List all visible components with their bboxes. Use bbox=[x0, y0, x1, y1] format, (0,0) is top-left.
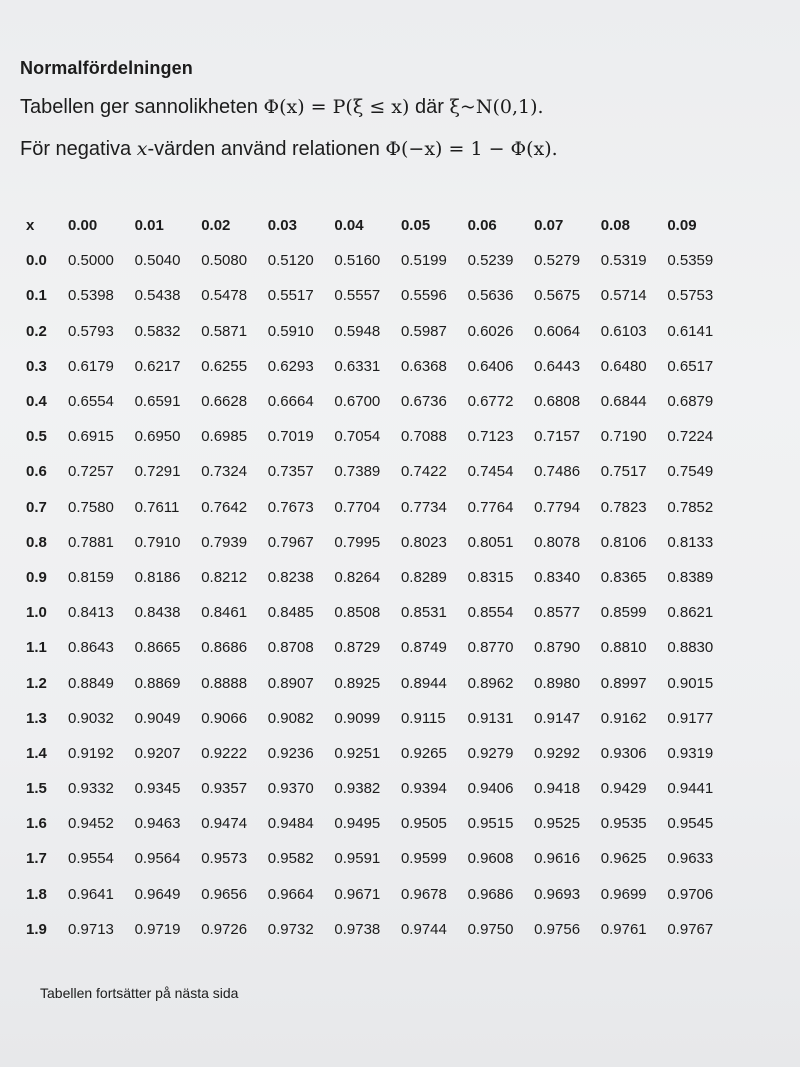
table-cell: 0.7257 bbox=[68, 463, 114, 481]
table-cell: 0.8389 bbox=[667, 568, 714, 586]
table-cell: 0.9656 bbox=[201, 885, 248, 903]
table-cell: 0.9319 bbox=[667, 744, 714, 762]
table-cell: 0.5871 bbox=[201, 322, 248, 340]
table-cell: 0.9332 bbox=[68, 780, 114, 798]
table-cell: 0.6950 bbox=[134, 428, 181, 446]
table-row bbox=[26, 454, 734, 489]
table-cell: 0.6844 bbox=[600, 393, 647, 411]
table-cell: 0.7486 bbox=[534, 463, 581, 481]
table-cell: 0.7517 bbox=[600, 463, 647, 481]
formula-phi-definition: Φ(x) = P(ξ ≤ x) bbox=[263, 96, 410, 118]
table-cell: 0.7157 bbox=[534, 428, 581, 446]
table-cell: 0.8665 bbox=[134, 639, 181, 657]
table-row bbox=[26, 419, 734, 454]
formula-symmetry-relation: Φ(−x) = 1 − Φ(x). bbox=[385, 138, 558, 160]
table-cell: 0.9706 bbox=[667, 885, 714, 903]
table-cell: 0.9515 bbox=[467, 815, 514, 833]
table-cell: 0.7642 bbox=[201, 498, 248, 516]
table-row bbox=[26, 384, 734, 419]
row-header: 1.8 bbox=[26, 885, 47, 903]
table-cell: 0.9429 bbox=[600, 780, 647, 798]
table-cell: 0.6293 bbox=[267, 357, 314, 375]
table-cell: 0.7190 bbox=[600, 428, 647, 446]
table-cell: 0.9719 bbox=[134, 920, 181, 938]
table-cell: 0.5080 bbox=[201, 252, 248, 270]
table-cell: 0.9066 bbox=[201, 709, 248, 727]
table-cell: 0.8980 bbox=[534, 674, 581, 692]
table-cell: 0.7422 bbox=[400, 463, 447, 481]
table-cell: 0.8508 bbox=[334, 604, 381, 622]
table-cell: 0.9406 bbox=[467, 780, 514, 798]
row-header: 1.0 bbox=[26, 604, 47, 622]
table-cell: 0.8438 bbox=[134, 604, 181, 622]
table-cell: 0.9554 bbox=[68, 850, 114, 868]
table-cell: 0.8888 bbox=[201, 674, 248, 692]
table-header-row bbox=[26, 208, 734, 243]
table-cell: 0.5987 bbox=[400, 322, 447, 340]
table-cell: 0.9484 bbox=[267, 815, 314, 833]
column-header: 0.03 bbox=[267, 217, 297, 235]
table-cell: 0.9292 bbox=[534, 744, 581, 762]
table-cell: 0.8485 bbox=[267, 604, 314, 622]
table-cell: 0.5517 bbox=[267, 287, 314, 305]
table-row bbox=[26, 243, 734, 278]
table-cell: 0.5948 bbox=[334, 322, 381, 340]
table-cell: 0.7704 bbox=[334, 498, 381, 516]
table-cell: 0.7549 bbox=[667, 463, 714, 481]
page-title: Normalfördelningen bbox=[20, 58, 193, 78]
table-cell: 0.8770 bbox=[467, 639, 514, 657]
table-cell: 0.9251 bbox=[334, 744, 381, 762]
table-cell: 0.9177 bbox=[667, 709, 714, 727]
table-cell: 0.6700 bbox=[334, 393, 381, 411]
table-cell: 0.8078 bbox=[534, 533, 581, 551]
column-header: 0.00 bbox=[68, 217, 98, 235]
table-row bbox=[26, 701, 734, 736]
table-cell: 0.5160 bbox=[334, 252, 381, 270]
column-header: 0.08 bbox=[600, 217, 630, 235]
table-cell: 0.8925 bbox=[334, 674, 381, 692]
table-cell: 0.9015 bbox=[667, 674, 714, 692]
table-cell: 0.8621 bbox=[667, 604, 714, 622]
table-cell: 0.5199 bbox=[400, 252, 447, 270]
table-cell: 0.6772 bbox=[467, 393, 514, 411]
row-header: 0.7 bbox=[26, 498, 47, 516]
table-cell: 0.9345 bbox=[134, 780, 181, 798]
row-header: 0.8 bbox=[26, 533, 47, 551]
table-cell: 0.8907 bbox=[267, 674, 314, 692]
table-row bbox=[26, 349, 734, 384]
table-cell: 0.9357 bbox=[201, 780, 248, 798]
row-header: 1.5 bbox=[26, 780, 47, 798]
table-cell: 0.8106 bbox=[600, 533, 647, 551]
table-cell: 0.8997 bbox=[600, 674, 647, 692]
table-cell: 0.8340 bbox=[534, 568, 581, 586]
table-cell: 0.6591 bbox=[134, 393, 181, 411]
table-cell: 0.8686 bbox=[201, 639, 248, 657]
table-cell: 0.9756 bbox=[534, 920, 581, 938]
table-cell: 0.8749 bbox=[400, 639, 447, 657]
table-cell: 0.6480 bbox=[600, 357, 647, 375]
column-header: 0.01 bbox=[134, 217, 164, 235]
table-cell: 0.7734 bbox=[400, 498, 447, 516]
table-row bbox=[26, 560, 734, 595]
row-header: 0.4 bbox=[26, 393, 47, 411]
table-body bbox=[26, 243, 734, 947]
table-cell: 0.7019 bbox=[267, 428, 314, 446]
table-cell: 0.8264 bbox=[334, 568, 381, 586]
table-cell: 0.9474 bbox=[201, 815, 248, 833]
table-cell: 0.9649 bbox=[134, 885, 181, 903]
table-cell: 0.8790 bbox=[534, 639, 581, 657]
table-row bbox=[26, 877, 734, 912]
row-header: 1.3 bbox=[26, 709, 47, 727]
table-cell: 0.9463 bbox=[134, 815, 181, 833]
table-cell: 0.6103 bbox=[600, 322, 647, 340]
table-cell: 0.5910 bbox=[267, 322, 314, 340]
table-cell: 0.9616 bbox=[534, 850, 581, 868]
table-cell: 0.9713 bbox=[68, 920, 114, 938]
description-line-1 bbox=[20, 96, 544, 119]
table-cell: 0.8531 bbox=[400, 604, 447, 622]
table-cell: 0.9686 bbox=[467, 885, 514, 903]
table-cell: 0.7823 bbox=[600, 498, 647, 516]
table-cell: 0.5596 bbox=[400, 287, 447, 305]
formula-distribution: ξ~N(0,1). bbox=[449, 96, 544, 118]
table-cell: 0.8729 bbox=[334, 639, 381, 657]
table-cell: 0.8413 bbox=[68, 604, 114, 622]
table-cell: 0.6879 bbox=[667, 393, 714, 411]
table-cell: 0.9394 bbox=[400, 780, 447, 798]
table-cell: 0.9222 bbox=[201, 744, 248, 762]
table-cell: 0.7389 bbox=[334, 463, 381, 481]
table-cell: 0.5319 bbox=[600, 252, 647, 270]
table-row bbox=[26, 595, 734, 630]
column-header: 0.05 bbox=[400, 217, 431, 235]
table-cell: 0.6217 bbox=[134, 357, 181, 375]
description-text: där bbox=[409, 96, 450, 118]
table-cell: 0.9370 bbox=[267, 780, 314, 798]
table-cell: 0.9099 bbox=[334, 709, 381, 727]
table-cell: 0.9452 bbox=[68, 815, 114, 833]
table-cell: 0.9115 bbox=[400, 709, 446, 727]
description-line-2 bbox=[20, 138, 558, 161]
table-cell: 0.5557 bbox=[334, 287, 381, 305]
table-row bbox=[26, 525, 734, 560]
column-header: 0.06 bbox=[467, 217, 497, 235]
table-cell: 0.5714 bbox=[600, 287, 647, 305]
table-cell: 0.9207 bbox=[134, 744, 181, 762]
table-cell: 0.9418 bbox=[534, 780, 581, 798]
table-cell: 0.6179 bbox=[68, 357, 114, 375]
table-cell: 0.5832 bbox=[134, 322, 181, 340]
table-cell: 0.8577 bbox=[534, 604, 581, 622]
table-cell: 0.7224 bbox=[667, 428, 714, 446]
row-header: 0.0 bbox=[26, 252, 47, 270]
table-cell: 0.6026 bbox=[467, 322, 514, 340]
table-cell: 0.8554 bbox=[467, 604, 514, 622]
table-cell: 0.6915 bbox=[68, 428, 114, 446]
table-cell: 0.6064 bbox=[534, 322, 581, 340]
table-cell: 0.5793 bbox=[68, 322, 114, 340]
row-header: 1.2 bbox=[26, 674, 47, 692]
table-cell: 0.9641 bbox=[68, 885, 114, 903]
table-cell: 0.9767 bbox=[667, 920, 714, 938]
table-cell: 0.7995 bbox=[334, 533, 381, 551]
table-cell: 0.5279 bbox=[534, 252, 581, 270]
table-cell: 0.6406 bbox=[467, 357, 514, 375]
column-header: 0.04 bbox=[334, 217, 364, 235]
table-cell: 0.9082 bbox=[267, 709, 314, 727]
table-cell: 0.8212 bbox=[201, 568, 248, 586]
table-cell: 0.7454 bbox=[467, 463, 514, 481]
table-row bbox=[26, 806, 734, 841]
table-cell: 0.7673 bbox=[267, 498, 314, 516]
table-cell: 0.9678 bbox=[400, 885, 447, 903]
table-cell: 0.9147 bbox=[534, 709, 581, 727]
table-cell: 0.9599 bbox=[400, 850, 447, 868]
table-row bbox=[26, 630, 734, 665]
table-cell: 0.6985 bbox=[201, 428, 248, 446]
table-cell: 0.9625 bbox=[600, 850, 647, 868]
table-cell: 0.9192 bbox=[68, 744, 114, 762]
table-cell: 0.9732 bbox=[267, 920, 314, 938]
table-cell: 0.7939 bbox=[201, 533, 248, 551]
table-cell: 0.9591 bbox=[334, 850, 381, 868]
variable-x bbox=[137, 138, 148, 160]
table-cell: 0.9582 bbox=[267, 850, 314, 868]
table-cell: 0.5359 bbox=[667, 252, 714, 270]
table-cell: 0.7088 bbox=[400, 428, 447, 446]
table-cell: 0.9441 bbox=[667, 780, 714, 798]
table-cell: 0.9131 bbox=[467, 709, 514, 727]
continuation-note: Tabellen fortsätter på nästa sida bbox=[40, 985, 239, 1001]
table-cell: 0.9162 bbox=[600, 709, 647, 727]
table-cell: 0.9608 bbox=[467, 850, 514, 868]
row-header: 1.6 bbox=[26, 815, 47, 833]
table-cell: 0.8159 bbox=[68, 568, 114, 586]
table-cell: 0.7852 bbox=[667, 498, 714, 516]
table-cell: 0.8133 bbox=[667, 533, 714, 551]
description-text: Tabellen ger sannolikheten bbox=[20, 96, 264, 118]
table-cell: 0.8810 bbox=[600, 639, 647, 657]
table-cell: 0.5675 bbox=[534, 287, 581, 305]
table-cell: 0.7054 bbox=[334, 428, 381, 446]
row-header: 0.2 bbox=[26, 322, 47, 340]
table-cell: 0.8962 bbox=[467, 674, 514, 692]
table-cell: 0.5120 bbox=[267, 252, 314, 270]
table-cell: 0.8238 bbox=[267, 568, 314, 586]
row-header: 1.4 bbox=[26, 744, 47, 762]
table-cell: 0.6368 bbox=[400, 357, 447, 375]
table-row bbox=[26, 665, 734, 700]
table-row bbox=[26, 314, 734, 349]
table-cell: 0.7794 bbox=[534, 498, 581, 516]
table-cell: 0.9525 bbox=[534, 815, 581, 833]
column-header: 0.07 bbox=[534, 217, 564, 235]
table-row bbox=[26, 278, 734, 313]
table-cell: 0.8599 bbox=[600, 604, 647, 622]
row-header: 1.7 bbox=[26, 850, 47, 868]
table-cell: 0.9279 bbox=[467, 744, 514, 762]
table-cell: 0.9049 bbox=[134, 709, 181, 727]
table-row bbox=[26, 841, 734, 876]
row-header: 1.1 bbox=[26, 639, 47, 657]
table-cell: 0.7881 bbox=[68, 533, 114, 551]
table-cell: 0.9761 bbox=[600, 920, 647, 938]
row-header: 0.5 bbox=[26, 428, 47, 446]
table-cell: 0.9382 bbox=[334, 780, 381, 798]
table-cell: 0.6141 bbox=[667, 322, 714, 340]
table-cell: 0.8869 bbox=[134, 674, 181, 692]
table-cell: 0.6628 bbox=[201, 393, 248, 411]
table-cell: 0.6736 bbox=[400, 393, 447, 411]
description-text: För negativa bbox=[20, 138, 137, 160]
description-text: -värden använd relationen bbox=[147, 138, 386, 160]
table-cell: 0.9495 bbox=[334, 815, 381, 833]
table-cell: 0.6664 bbox=[267, 393, 314, 411]
table-cell: 0.9573 bbox=[201, 850, 248, 868]
column-header: 0.09 bbox=[667, 217, 697, 235]
row-header: 0.3 bbox=[26, 357, 47, 375]
table-cell: 0.7910 bbox=[134, 533, 181, 551]
table-cell: 0.9265 bbox=[400, 744, 447, 762]
table-cell: 0.9738 bbox=[334, 920, 381, 938]
table-corner-label: x bbox=[26, 217, 35, 235]
table-cell: 0.6517 bbox=[667, 357, 714, 375]
table-cell: 0.9306 bbox=[600, 744, 647, 762]
row-header: 0.1 bbox=[26, 287, 47, 305]
table-cell: 0.6808 bbox=[534, 393, 581, 411]
table-cell: 0.5000 bbox=[68, 252, 114, 270]
table-row bbox=[26, 912, 734, 947]
table-cell: 0.7611 bbox=[134, 498, 180, 516]
table-cell: 0.9750 bbox=[467, 920, 514, 938]
table-cell: 0.7357 bbox=[267, 463, 314, 481]
table-cell: 0.9699 bbox=[600, 885, 647, 903]
row-header: 1.9 bbox=[26, 920, 47, 938]
table-cell: 0.9564 bbox=[134, 850, 181, 868]
table-cell: 0.8708 bbox=[267, 639, 314, 657]
table-cell: 0.5753 bbox=[667, 287, 714, 305]
table-cell: 0.9032 bbox=[68, 709, 114, 727]
table-cell: 0.7967 bbox=[267, 533, 314, 551]
row-header: 0.9 bbox=[26, 568, 47, 586]
table-cell: 0.9236 bbox=[267, 744, 314, 762]
table-cell: 0.9744 bbox=[400, 920, 447, 938]
table-cell: 0.7580 bbox=[68, 498, 114, 516]
table-cell: 0.9633 bbox=[667, 850, 714, 868]
table-cell: 0.6443 bbox=[534, 357, 581, 375]
table-cell: 0.5438 bbox=[134, 287, 181, 305]
table-cell: 0.6255 bbox=[201, 357, 248, 375]
table-cell: 0.5239 bbox=[467, 252, 514, 270]
table-cell: 0.8365 bbox=[600, 568, 647, 586]
row-header: 0.6 bbox=[26, 463, 47, 481]
table-cell: 0.7123 bbox=[467, 428, 514, 446]
table-cell: 0.6554 bbox=[68, 393, 114, 411]
table-cell: 0.8944 bbox=[400, 674, 447, 692]
table-cell: 0.7324 bbox=[201, 463, 248, 481]
table-cell: 0.8051 bbox=[467, 533, 514, 551]
table-cell: 0.5636 bbox=[467, 287, 514, 305]
table-cell: 0.8023 bbox=[400, 533, 447, 551]
column-header: 0.02 bbox=[201, 217, 231, 235]
table-cell: 0.5040 bbox=[134, 252, 181, 270]
table-cell: 0.8849 bbox=[68, 674, 114, 692]
table-cell: 0.9505 bbox=[400, 815, 447, 833]
table-cell: 0.9693 bbox=[534, 885, 581, 903]
table-cell: 0.8289 bbox=[400, 568, 447, 586]
table-cell: 0.9664 bbox=[267, 885, 314, 903]
table-cell: 0.9545 bbox=[667, 815, 714, 833]
table-cell: 0.8830 bbox=[667, 639, 714, 657]
table-cell: 0.5478 bbox=[201, 287, 248, 305]
table-row bbox=[26, 771, 734, 806]
variable-x-text: x bbox=[136, 138, 148, 160]
table-cell: 0.9671 bbox=[334, 885, 381, 903]
table-cell: 0.9726 bbox=[201, 920, 248, 938]
normal-distribution-table bbox=[26, 208, 734, 947]
table-cell: 0.6331 bbox=[334, 357, 381, 375]
table-cell: 0.8315 bbox=[467, 568, 514, 586]
table-cell: 0.7764 bbox=[467, 498, 514, 516]
table-row bbox=[26, 736, 734, 771]
table-cell: 0.5398 bbox=[68, 287, 114, 305]
table-cell: 0.8186 bbox=[134, 568, 181, 586]
table-cell: 0.7291 bbox=[134, 463, 181, 481]
table-cell: 0.8461 bbox=[201, 604, 248, 622]
table-cell: 0.9535 bbox=[600, 815, 647, 833]
table-cell: 0.8643 bbox=[68, 639, 114, 657]
table-row bbox=[26, 490, 734, 525]
